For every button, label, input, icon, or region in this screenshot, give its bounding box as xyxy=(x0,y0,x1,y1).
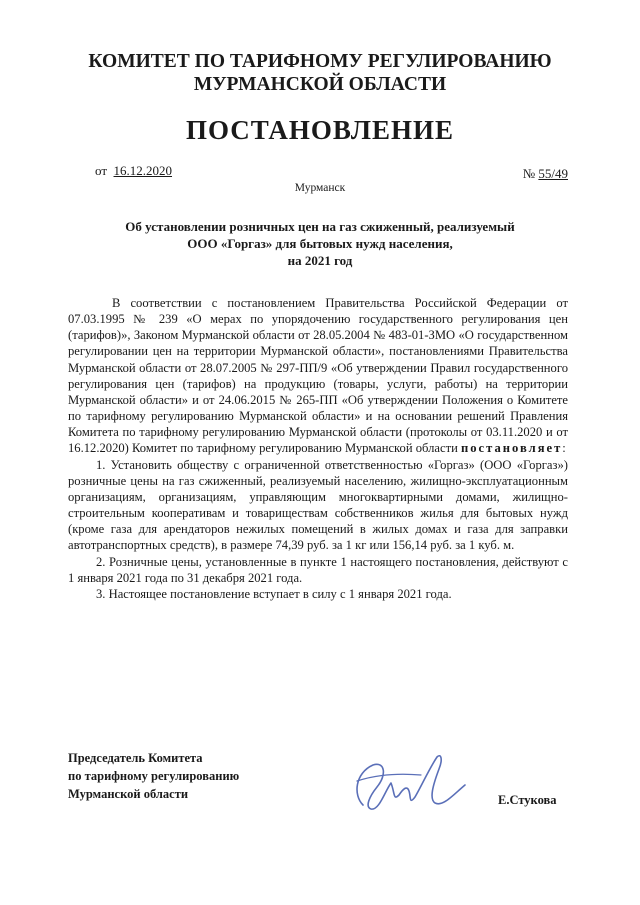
signatory-position xyxy=(68,749,239,803)
document-type-title: ПОСТАНОВЛЕНИЕ xyxy=(185,115,455,145)
item-2: 2. Розничные цены, установленные в пункте 1 настоящего постановления, действуют с 1 января 2021 года по 31 декабря 2021 года. xyxy=(68,554,568,585)
signer-name: Е.Стукова xyxy=(498,793,557,807)
item-1: 1. Установить обществу с ограниченной ответственностью «Горгаз» (ООО «Горгаз») розничные цены на газ сжиженный, реализуемый населению, жилищно-эксплуатационным организациям, организациям, управляющим многоквартирными домами, жилищно-строительным кооперативам и товариществам собственников жилья для бытовых нужд (кроме газа для арендаторов нежилых помещений в жилых домах и газа для заправки автотранспортных средств), в размере 74,39 руб. за 1 кг или 156,14 руб. за 1 куб. м. xyxy=(68,457,568,553)
document-city: Мурманск xyxy=(294,182,346,194)
document-date xyxy=(95,163,172,179)
date-value: 16.12.2020 xyxy=(113,163,173,178)
position-line2: по тарифному регулированию xyxy=(68,769,240,783)
document-body xyxy=(68,295,568,602)
date-prefix: от xyxy=(95,163,108,178)
number-prefix: № xyxy=(522,166,536,181)
item-3: 3. Настоящее постановление вступает в силу с 1 января 2021 года. xyxy=(96,586,452,601)
committee-name-line1: КОМИТЕТ ПО ТАРИФНОМУ РЕГУЛИРОВАНИЮ xyxy=(88,51,552,72)
subject-line1: Об установлении розничных цен на газ сжиженный, реализуемый xyxy=(125,219,515,234)
position-line3: Мурманской области xyxy=(68,787,189,801)
subject-line3: на 2021 год xyxy=(287,253,353,268)
handwritten-signature-icon xyxy=(325,735,485,825)
preamble-paragraph xyxy=(68,295,568,457)
number-value: 55/49 xyxy=(538,166,568,181)
decree-word: постановляет xyxy=(460,441,563,456)
position-line1: Председатель Комитета xyxy=(68,751,203,765)
committee-name-line2: МУРМАНСКОЙ ОБЛАСТИ xyxy=(193,74,447,95)
preamble-text: В соответствии с постановлением Правительства Российской Федерации от 07.03.1995 № 239 «О мерах по упорядочению государственного регулирования цен (тарифов)», Законом Мурманской области от 28.05.2004 № 483-01-ЗМО «О государственном регулировании цен на территории Мурманской области», постановлениями Правительства Мурманской области от 28.07.2005 № 297-ПП/9 «Об утверждении Правил государственного регулирования цен (тарифов) на продукцию (товары, услуги, работы) на территории Мурманской области» и от 24.06.2015 № 265-ПП «Об утверждении Положения о Комитете по тарифному регулированию Мурманской области» и на основании решений Правления Комитета по тарифному регулированию Мурманской области (протоколы от 03.11.2020 и от 16.12.2020) Комитет по тарифному регулированию Мурманской области xyxy=(68,296,568,456)
decree-colon: : xyxy=(562,441,566,456)
subject-line2: ООО «Горгаз» для бытовых нужд населения, xyxy=(187,236,453,251)
